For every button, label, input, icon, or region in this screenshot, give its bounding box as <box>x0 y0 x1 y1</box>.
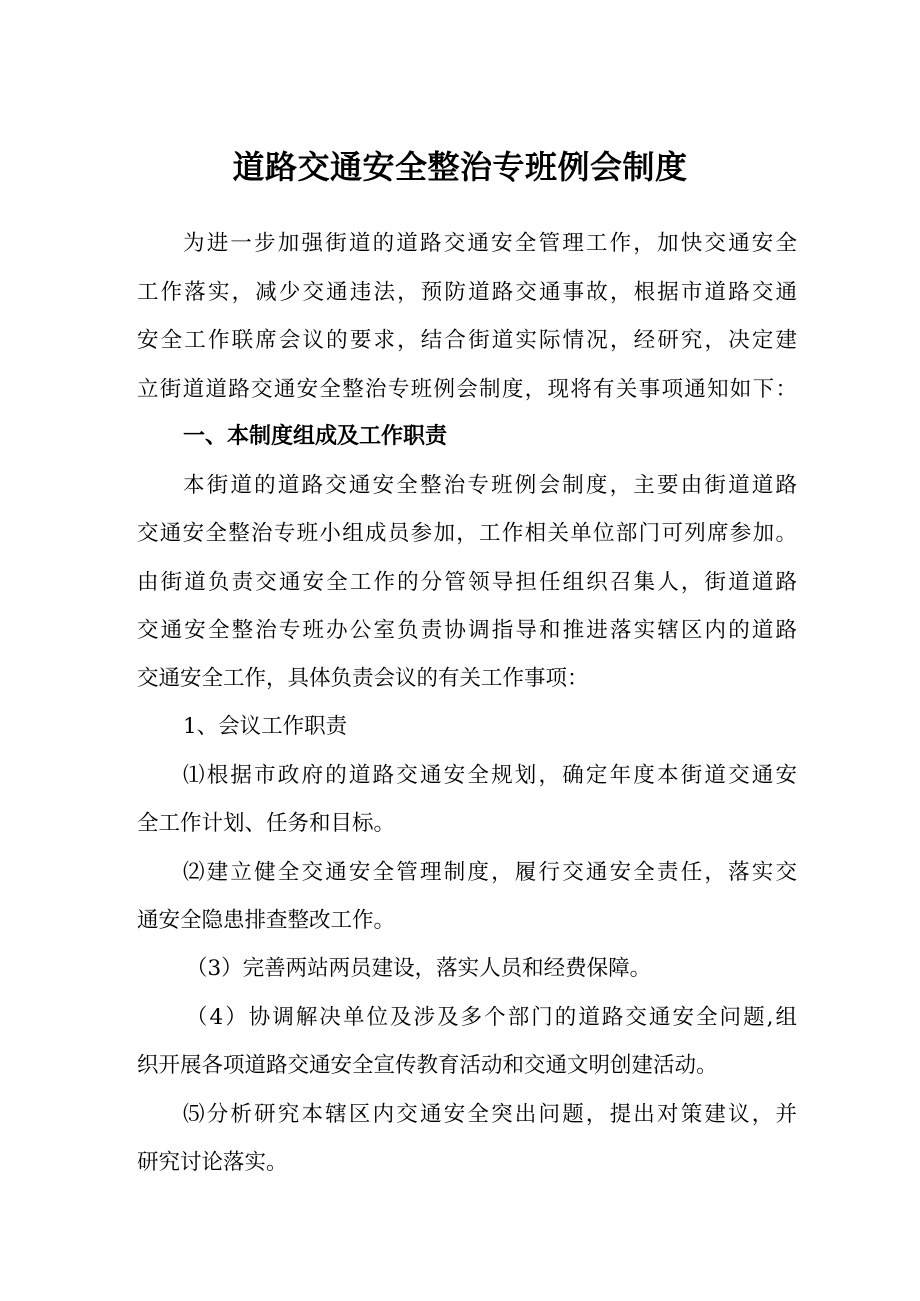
section-body-line: 由街道负责交通安全工作的分管领导担任组织召集人，街道道路 <box>137 570 797 595</box>
intro-line: 安全工作联席会议的要求，结合街道实际情况，经研究，决定建 <box>137 328 797 353</box>
list-item-line: ⑸分析研究本辖区内交通安全突出问题，提出对策建议，并 <box>183 1102 797 1127</box>
section-body-line: 交通安全工作，具体负责会议的有关工作事项： <box>137 666 589 691</box>
list-item-line: 研究讨论落实。 <box>137 1150 288 1175</box>
intro-line: 立街道道路交通安全整治专班例会制度，现将有关事项通知如下： <box>137 377 797 402</box>
intro-line: 工作落实，减少交通违法，预防道路交通事故，根据市道路交通 <box>137 280 797 305</box>
subsection-heading: 1、会议工作职责 <box>183 714 348 739</box>
intro-line: 为进一步加强街道的道路交通安全管理工作，加快交通安全 <box>183 231 797 256</box>
list-item-line: ⑴根据市政府的道路交通安全规划，确定年度本街道交通安 <box>183 763 797 788</box>
section-body-line: 交通安全整治专班办公室负责协调指导和推进落实辖区内的道路 <box>137 618 797 643</box>
list-item-line: 全工作计划、任务和目标。 <box>137 811 396 836</box>
list-item-line: 通安全隐患排查整改工作。 <box>137 908 396 933</box>
list-item-line: 织开展各项道路交通安全宣传教育活动和交通文明创建活动。 <box>137 1053 718 1078</box>
section-body-line: 交通安全整治专班小组成员参加，工作相关单位部门可列席参加。 <box>137 521 797 546</box>
list-item-line: （4）协调解决单位及涉及多个部门的道路交通安全问题,组 <box>186 1005 797 1030</box>
document-title: 道路交通安全整治专班例会制度 <box>232 148 688 186</box>
section-heading: 一、本制度组成及工作职责 <box>183 424 448 449</box>
list-item-line: （3）完善两站两员建设，落实人员和经费保障。 <box>186 956 652 981</box>
section-body-line: 本街道的道路交通安全整治专班例会制度，主要由街道道路 <box>183 473 797 498</box>
list-item-line: ⑵建立健全交通安全管理制度，履行交通安全责任，落实交 <box>183 860 797 885</box>
